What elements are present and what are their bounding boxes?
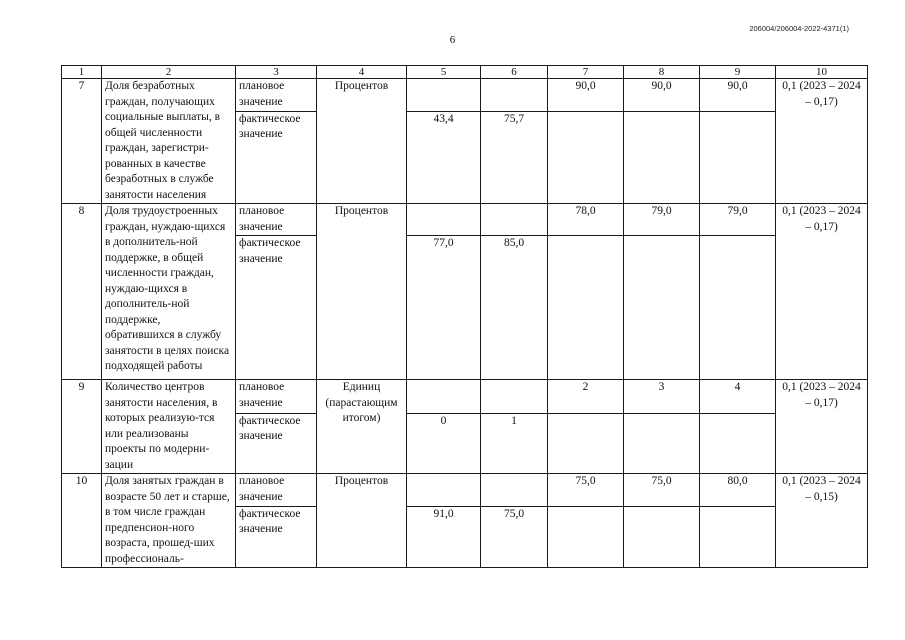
fact-value (624, 506, 700, 567)
column-header: 2 (102, 66, 236, 79)
table-row (62, 474, 868, 507)
row-number: 10 (62, 474, 102, 568)
fact-label: фактическое значение (236, 506, 317, 567)
fact-value: 75,7 (481, 111, 548, 203)
fact-value: 75,0 (481, 506, 548, 567)
column-header: 4 (317, 66, 407, 79)
plan-value: 79,0 (700, 204, 776, 236)
plan-value: 2 (548, 380, 624, 414)
column-header: 10 (776, 66, 868, 79)
plan-value: 4 (700, 380, 776, 414)
column-header: 6 (481, 66, 548, 79)
plan-value (481, 79, 548, 112)
table-row (62, 79, 868, 112)
column-header: 1 (62, 66, 102, 79)
fact-label: фактическое значение (236, 236, 317, 380)
plan-value: 90,0 (548, 79, 624, 112)
table-row (62, 380, 868, 414)
fact-value (700, 111, 776, 203)
plan-value: 80,0 (700, 474, 776, 507)
table-row (62, 204, 868, 236)
fact-value: 1 (481, 413, 548, 473)
target-value: 0,1 (2023 – 2024 – 0,17) (776, 79, 868, 204)
plan-value: 75,0 (624, 474, 700, 507)
plan-value (407, 79, 481, 112)
column-header: 9 (700, 66, 776, 79)
fact-value (624, 236, 700, 380)
unit: Процентов (317, 474, 407, 568)
fact-label: фактическое значение (236, 111, 317, 203)
column-header: 7 (548, 66, 624, 79)
page-number: 6 (449, 34, 456, 46)
row-number: 8 (62, 204, 102, 380)
fact-value: 77,0 (407, 236, 481, 380)
fact-value (548, 413, 624, 473)
plan-value (407, 204, 481, 236)
fact-value (548, 111, 624, 203)
plan-value: 3 (624, 380, 700, 414)
fact-value: 0 (407, 413, 481, 473)
fact-value (700, 236, 776, 380)
column-header: 3 (236, 66, 317, 79)
unit: Процентов (317, 79, 407, 204)
fact-value (700, 413, 776, 473)
indicator-name: Количество центров занятости населения, в которых реализую-тся или реализованы проекты по модерни-зации (102, 380, 236, 474)
indicator-name: Доля трудоустроенных граждан, нуждаю-щихся в дополнитель-ной поддержке, в общей численности граждан, нуждаю-щихся в дополнитель-ной поддержке, обратившихся в службу занятости в целях поиска подходящей работы (102, 204, 236, 380)
plan-label: плановое значение (236, 79, 317, 112)
document-id: 206004/206004-2022-4371(1) (749, 24, 849, 33)
indicator-name: Доля безработных граждан, получающих социальные выплаты, в общей численности граждан, зарегистри-рованных в качестве безработных в службе занятости населения (102, 79, 236, 204)
plan-value: 78,0 (548, 204, 624, 236)
plan-value: 90,0 (624, 79, 700, 112)
plan-value (407, 474, 481, 507)
row-number: 7 (62, 79, 102, 204)
fact-value: 43,4 (407, 111, 481, 203)
plan-value (481, 380, 548, 414)
indicator-table (61, 65, 868, 568)
row-number: 9 (62, 380, 102, 474)
plan-label: плановое значение (236, 474, 317, 507)
fact-value (624, 413, 700, 473)
fact-value (548, 236, 624, 380)
fact-value: 91,0 (407, 506, 481, 567)
plan-label: плановое значение (236, 380, 317, 414)
plan-value (481, 204, 548, 236)
target-value: 0,1 (2023 – 2024 – 0,17) (776, 204, 868, 380)
indicator-name: Доля занятых граждан в возрасте 50 лет и старше, в том числе граждан предпенсион-ного возраста, прошед-ших профессиональ- (102, 474, 236, 568)
plan-value: 75,0 (548, 474, 624, 507)
fact-value (700, 506, 776, 567)
plan-label: плановое значение (236, 204, 317, 236)
unit: Единиц (парастающим итогом) (317, 380, 407, 474)
fact-label: фактическое значение (236, 413, 317, 473)
plan-value (407, 380, 481, 414)
target-value: 0,1 (2023 – 2024 – 0,15) (776, 474, 868, 568)
column-header: 5 (407, 66, 481, 79)
target-value: 0,1 (2023 – 2024 – 0,17) (776, 380, 868, 474)
header-row (62, 66, 868, 79)
unit: Процентов (317, 204, 407, 380)
column-header: 8 (624, 66, 700, 79)
fact-value (624, 111, 700, 203)
fact-value: 85,0 (481, 236, 548, 380)
plan-value (481, 474, 548, 507)
plan-value: 79,0 (624, 204, 700, 236)
fact-value (548, 506, 624, 567)
plan-value: 90,0 (700, 79, 776, 112)
